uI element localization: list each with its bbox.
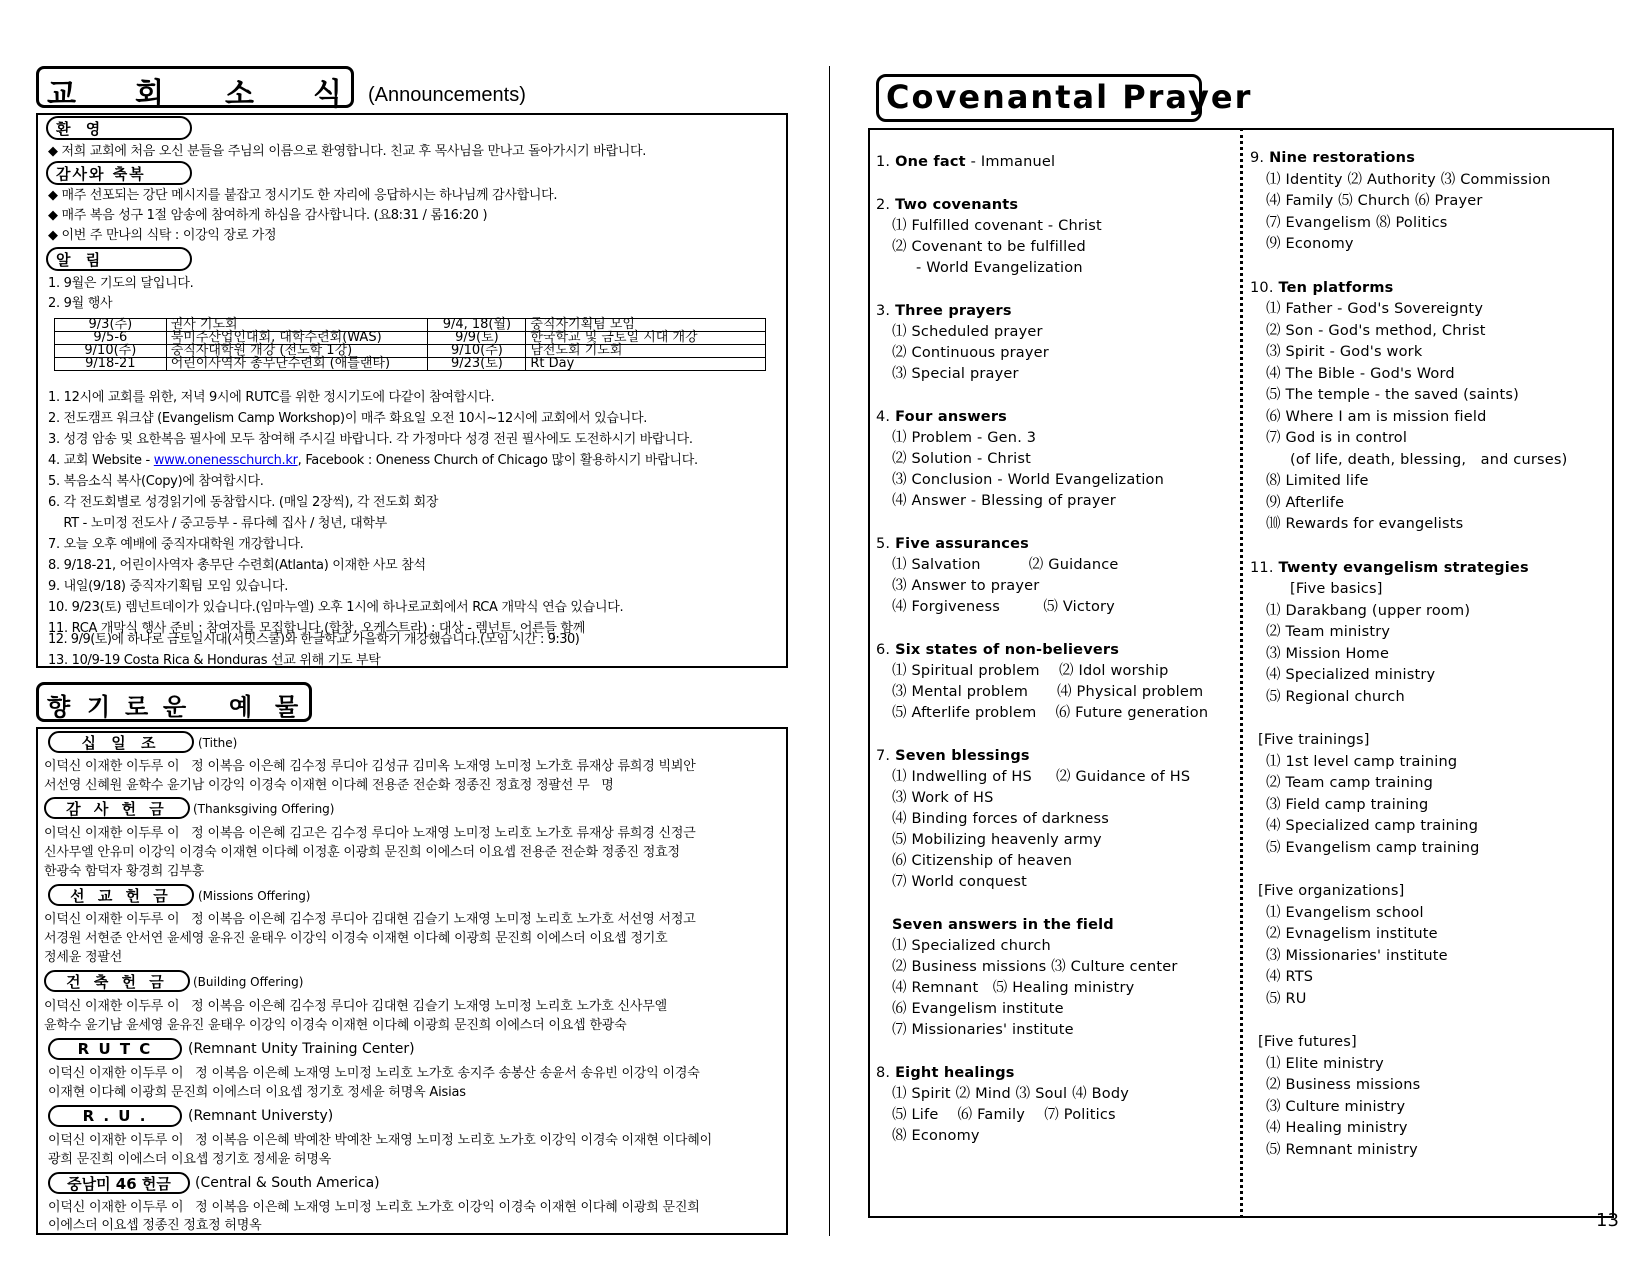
thanks-label: 감사와 축복 (46, 161, 192, 185)
prayer-section-title: Eight healings (895, 1065, 1015, 1081)
prayer-section-title: Seven blessings (895, 748, 1030, 764)
prayer-list-item: ⑴ Salvation ⑵ Guidance (892, 557, 1119, 573)
prayer-section-heading (876, 746, 1030, 766)
notice-item: 13. 10/9-19 Costa Rica & Honduras 선교 위해 기도 부탁 (48, 653, 381, 668)
notice-item: 12. 9/9(토)에 하나로 금토일시대(서밋스쿨)와 한글학교 가을학기 개강했습니다.(모임 시간 : 9:30) (48, 632, 580, 647)
prayer-section-title: Five assurances (895, 536, 1029, 552)
notice-item: 11. RCA 개막식 행사 준비 : 참여자를 모집합니다.(합창, 오케스트라) : 대상 - 렘넌트, 어른들 함께 (48, 621, 585, 636)
prayer-section-heading (876, 640, 1119, 660)
schedule-event: 중직자기획팀 모임 (526, 319, 766, 332)
missions-label: 선 교 헌 금 (48, 884, 194, 906)
notice-item: 9. 내일(9/18) 중직자기획팀 모임 있습니다. (48, 579, 289, 594)
prayer-section-heading (1258, 881, 1404, 901)
prayer-section-number: 7. (876, 748, 891, 764)
welcome-line: ◆ 저희 교회에 처음 오신 분들을 주님의 이름으로 환영합니다. 친교 후 목사님을 만나고 돌아가시기 바랍니다. (48, 144, 647, 159)
schedule-date: 9/23(토) (428, 358, 526, 371)
prayer-list-item: ⑶ Culture ministry (1266, 1098, 1406, 1115)
prayer-list-item: ⑵ Team ministry (1266, 624, 1391, 640)
table-row (55, 358, 766, 371)
notice-item: 5. 복음소식 복사(Copy)에 참여합시다. (48, 474, 264, 489)
offerings-title-char: 기 (87, 693, 111, 721)
rutc-sub: (Remnant Unity Training Center) (188, 1041, 415, 1057)
thanksgiving-label: 감 사 헌 금 (44, 797, 190, 819)
thanksgiving-names: 한광숙 함덕자 황경희 김부흥 (44, 864, 205, 879)
rutc-names: 이재현 이다혜 이광희 문진희 이에스더 이요셉 정기호 정세윤 허명옥 Aisias (48, 1085, 466, 1100)
tithe-names: 서선영 신혜원 윤학수 윤기남 이강익 이경숙 이재현 이다혜 전용준 전순화 정종진 정효정 정팔선 무 명 (44, 778, 614, 793)
prayer-section-heading (876, 195, 1018, 215)
thanksgiving-names: 이덕신 이재한 이두루 이 정 이복음 이은혜 김고은 김수정 루디아 노재영 노미정 노리호 노가호 류재상 류희경 신정근 (44, 826, 696, 841)
prayer-list-item: ⑸ Mobilizing heavenly army (892, 832, 1102, 848)
building-names: 윤학수 윤기남 윤세영 윤유진 윤태우 이강익 이경숙 이재현 이다혜 이광희 문진희 이에스더 이요셉 한광숙 (44, 1018, 627, 1033)
prayer-list-item: ⑸ Regional church (1266, 688, 1405, 705)
thanks-line: ◆ 매주 선포되는 강단 메시지를 붙잡고 정시기도 한 자리에 응답하시는 하나님께 감사합니다. (48, 188, 558, 203)
prayer-list-item: ⑵ Son - God's method, Christ (1266, 322, 1486, 339)
notice-item: 2. 전도캠프 워크샵 (Evangelism Camp Workshop)이 매주 화요일 오전 10시~12시에 교회에서 있습니다. (48, 411, 648, 426)
prayer-list-item: ⑷ RTS (1266, 969, 1314, 985)
missions-names: 정세윤 정팔선 (44, 950, 123, 965)
prayer-list-item: ⑷ Specialized camp training (1266, 818, 1479, 834)
thanks-line: ◆ 매주 복음 성구 1절 암송에 참여하게 하심을 감사합니다. (요8:31 / 롬16:20 ) (48, 208, 488, 223)
rutc-label: R U T C (48, 1038, 182, 1060)
prayer-list-item: ⑷ Binding forces of darkness (892, 811, 1110, 827)
schedule-event: 한국학교 및 금토일 시대 개강 (526, 332, 766, 345)
schedule-date: 9/5-6 (55, 332, 167, 345)
prayer-list-item: ⑻ Economy (892, 1128, 980, 1144)
tithe-names: 이덕신 이재한 이두루 이 정 이복음 이은혜 김수정 루디아 김성규 김미옥 노재영 노미정 노가호 류재상 류희경 빅뵈안 (44, 759, 696, 774)
prayer-list-item: ⑸ Remnant ministry (1266, 1141, 1418, 1158)
prayer-list-item: ⑷ Remnant ⑸ Healing ministry (892, 980, 1135, 996)
prayer-list-item: ⑺ World conquest (892, 874, 1028, 890)
offerings-title-char: 물 (275, 693, 299, 721)
prayer-list-item: ⑷ Forgiveness ⑸ Victory (892, 599, 1115, 615)
ru-names: 광희 문진희 이에스더 이요셉 정기호 정세윤 허명옥 (48, 1152, 332, 1167)
prayer-section-subtitle: - Immanuel (965, 154, 1056, 170)
schedule-event: 권사 기도회 (166, 319, 428, 332)
rutc-names: 이덕신 이재한 이두루 이 정 이복음 이은혜 노재영 노미정 노리호 노가호 송지주 송봉산 송윤서 송유빈 이강익 이경숙 (48, 1066, 700, 1081)
building-names: 이덕신 이재한 이두루 이 정 이복음 이은혜 김수정 루디아 김대현 김슬기 노재영 노미정 노리호 노가호 신사무엘 (44, 999, 667, 1014)
prayer-section-number: 2. (876, 197, 891, 213)
notice-line: 2. 9월 행사 (48, 296, 113, 311)
prayer-list-item: ⑸ Life ⑹ Family ⑺ Politics (892, 1107, 1116, 1123)
prayer-section-title: Two covenants (895, 197, 1019, 213)
prayer-section-heading (1250, 558, 1529, 578)
prayer-list-item: ⑵ Business missions ⑶ Culture center (892, 959, 1178, 975)
thanksgiving-sub: (Thanksgiving Offering) (193, 802, 335, 816)
prayer-list-item: ⑸ RU (1266, 990, 1307, 1007)
thanks-line: ◆ 이번 주 만나의 식탁 : 이강익 장로 가정 (48, 228, 277, 243)
schedule-event: 남전도회 기도회 (526, 345, 766, 358)
prayer-list-item: ⑶ Mission Home (1266, 645, 1390, 662)
schedule-date: 9/9(토) (428, 332, 526, 345)
announcements-title-char: 소 (225, 77, 254, 112)
prayer-section-title: Ten platforms (1278, 279, 1394, 296)
prayer-section-title: Seven answers in the field (892, 917, 1114, 933)
prayer-section-heading (876, 152, 1055, 172)
schedule-date: 9/10(주) (428, 345, 526, 358)
prayer-list-item: ⑸ Evangelism camp training (1266, 839, 1480, 856)
notice-label: 알 림 (46, 247, 192, 271)
prayer-section-number: 5. (876, 536, 891, 552)
prayer-list-item: ⑶ Conclusion - World Evangelization (892, 472, 1165, 488)
prayer-section-number: 6. (876, 642, 891, 658)
prayer-section-title: One fact (895, 154, 966, 170)
prayer-section-heading (876, 407, 1007, 427)
prayer-list-item: ⑴ Elite ministry (1266, 1055, 1384, 1072)
central-south-america-label: 중남미 46 헌금 (48, 1172, 190, 1194)
prayer-list-item: ⑵ Evnagelism institute (1266, 926, 1438, 942)
prayer-list-item: ⑹ Citizenship of heaven (892, 853, 1073, 869)
welcome-label: 환 영 (46, 116, 192, 140)
notice-item: 3. 성경 암송 및 요한복음 필사에 모두 참여해 주시길 바랍니다. 각 가정마다 성경 전권 필사에도 도전하시기 바랍니다. (48, 432, 693, 447)
prayer-list-item: ⑹ Where I am is mission field (1266, 408, 1487, 425)
prayer-section-heading (876, 534, 1029, 554)
notice-item: 10. 9/23(토) 렘넌트데이가 있습니다.(임마누엘) 오후 1시에 하나로교회에서 RCA 개막식 연습 있습니다. (48, 600, 624, 615)
tithe-sub: (Tithe) (198, 736, 238, 750)
prayer-list-item: ⑶ Work of HS (892, 790, 994, 806)
prayer-section-number: 11. (1250, 559, 1274, 576)
prayer-section-title: Four answers (895, 409, 1008, 425)
offerings-title-box (36, 682, 312, 722)
prayer-list-item: ⑷ The Bible - God's Word (1266, 365, 1455, 382)
notice-item: 1. 12시에 교회를 위한, 저녁 9시에 RUTC를 위한 정시기도에 다같이 참여합시다. (48, 390, 495, 405)
covenantal-prayer-title: Covenantal Prayer (886, 78, 1253, 116)
prayer-list-item: ⑻ Limited life (1266, 473, 1369, 489)
announcements-title-box (36, 66, 354, 112)
prayer-section-subtitle: [Five futures] (1258, 1034, 1357, 1050)
website-link[interactable]: www.onenesschurch.kr (153, 453, 298, 468)
notice-item: RT - 노미정 전도사 / 중고등부 - 류다혜 집사 / 청년, 대학부 (48, 516, 387, 531)
prayer-list-item: ⑵ Team camp training (1266, 775, 1434, 791)
prayer-section-heading (1250, 278, 1393, 298)
prayer-list-item: ⑸ The temple - the saved (saints) (1266, 387, 1519, 403)
prayer-list-item: ⑴ Fulfilled covenant - Christ (892, 218, 1102, 234)
prayer-section-subtitle: [Five trainings] (1258, 732, 1370, 748)
missions-names: 서경원 서현준 안서연 윤세영 윤유진 윤태우 이강익 이경숙 이재현 이다혜 이광희 문진희 이에스더 이요셉 정기호 (44, 931, 668, 946)
prayer-list-item: ⑴ Father - God's Sovereignty (1266, 301, 1484, 317)
ru-label: R . U . (48, 1105, 182, 1127)
prayer-section-heading (876, 1063, 1015, 1083)
missions-names: 이덕신 이재한 이두루 이 정 이복음 이은혜 김수정 루디아 김대현 김슬기 노재영 노미정 노리호 노가호 서선영 서정고 (44, 912, 696, 927)
table-row (55, 345, 766, 358)
prayer-list-item: ⑹ Evangelism institute (892, 1001, 1064, 1017)
prayer-list-item: ⑵ Solution - Christ (892, 451, 1031, 467)
prayer-section-title: Six states of non-believers (895, 642, 1120, 658)
ru-names: 이덕신 이재한 이두루 이 정 이복음 이은혜 박예찬 박예찬 노재영 노미정 노리호 노가호 이강익 이경숙 이재현 이다혜이 (48, 1133, 712, 1148)
schedule-table (54, 318, 766, 371)
prayer-section-number: 10. (1250, 279, 1274, 296)
prayer-section-number: 9. (1250, 150, 1265, 166)
prayer-list-item: ⑴ Spiritual problem ⑵ Idol worship (892, 663, 1169, 679)
missions-sub: (Missions Offering) (198, 889, 311, 903)
schedule-event: 어린이사역자 총무단수련회 (애틀랜타) (166, 358, 428, 371)
prayer-list-item: ⑴ Identity ⑵ Authority ⑶ Commission (1266, 171, 1551, 188)
prayer-section-subtitle: [Five organizations] (1258, 883, 1405, 899)
prayer-list-item: ⑶ Missionaries' institute (1266, 947, 1448, 964)
notice-item: 8. 9/18-21, 어린이사역자 총무단 수련회(Atlanta) 이재한 사모 참석 (48, 558, 426, 573)
prayer-list-item: ⑵ Covenant to be fulfilled (892, 239, 1086, 255)
offerings-title-char: 운 (163, 693, 187, 721)
prayer-list-item: ⑷ Healing ministry (1266, 1120, 1408, 1136)
schedule-event: 북미주산업인대회, 대학수련회(WAS) (166, 332, 428, 345)
schedule-date: 9/18-21 (55, 358, 167, 371)
page-divider (829, 66, 830, 1236)
prayer-section-number: 1. (876, 154, 891, 170)
prayer-list-item: ⑴ Scheduled prayer (892, 324, 1043, 340)
page-number: 13 (1596, 1210, 1619, 1231)
prayer-list-item: ⑴ Indwelling of HS ⑵ Guidance of HS (892, 769, 1191, 785)
prayer-section-title: Three prayers (895, 303, 1012, 319)
schedule-date: 9/10(주) (55, 345, 167, 358)
prayer-list-item: [Five basics] (1266, 581, 1383, 597)
offerings-title-char: 향 (47, 693, 71, 721)
prayer-list-item: ⑵ Continuous prayer (892, 345, 1049, 361)
prayer-section-heading (1258, 1032, 1357, 1052)
prayer-list-item: ⑽ Rewards for evangelists (1266, 516, 1464, 532)
prayer-section-number: 4. (876, 409, 891, 425)
prayer-column-divider (1240, 128, 1243, 1218)
notice-item: 7. 오늘 오후 예배에 중직자대학원 개강합니다. (48, 537, 304, 552)
prayer-list-item: ⑴ Evangelism school (1266, 904, 1424, 921)
prayer-section-heading (1258, 730, 1370, 750)
prayer-section-heading (1250, 148, 1415, 168)
prayer-list-item: ⑼ Economy (1266, 236, 1354, 252)
prayer-list-item: ⑴ 1st level camp training (1266, 753, 1458, 770)
announcements-title-char: 식 (313, 77, 342, 112)
prayer-list-item: ⑶ Mental problem ⑷ Physical problem (892, 684, 1204, 700)
prayer-section-number: 3. (876, 303, 891, 319)
prayer-list-item: ⑺ Missionaries' institute (892, 1022, 1074, 1038)
prayer-list-item: ⑺ Evangelism ⑻ Politics (1266, 214, 1448, 231)
prayer-list-item: ⑶ Spirit - God's work (1266, 344, 1423, 360)
schedule-date: 9/3(주) (55, 319, 167, 332)
thanksgiving-names: 신사무엘 안유미 이강익 이경숙 이재현 이다혜 이정훈 이광희 문진희 이에스더 이요셉 전용준 전순화 정종진 정효정 (44, 845, 680, 860)
building-sub: (Building Offering) (193, 975, 304, 989)
prayer-list-item: ⑴ Specialized church (892, 938, 1051, 954)
notice-item-website-rest: , Facebook : Oneness Church of Chicago 많이 활용하시기 바랍니다. (297, 453, 698, 468)
prayer-section-heading (892, 915, 1114, 935)
central-south-america-sub: (Central & South America) (195, 1175, 380, 1191)
announcements-title-en: (Announcements) (368, 84, 526, 106)
central-south-america-names: 이덕신 이재한 이두루 이 정 이복음 이은혜 노재영 노미정 노리호 노가호 이강익 이경숙 이재현 이다혜 이광희 문진희 (48, 1200, 700, 1215)
prayer-section-title: Twenty evangelism strategies (1278, 559, 1529, 576)
announcements-title-char: 회 (135, 77, 164, 112)
prayer-list-item: ⑴ Darakbang (upper room) (1266, 602, 1471, 619)
notice-line: 1. 9월은 기도의 달입니다. (48, 276, 194, 291)
prayer-list-item: ⑼ Afterlife (1266, 494, 1345, 511)
prayer-list-item: ⑷ Answer - Blessing of prayer (892, 493, 1116, 509)
prayer-list-item: - World Evangelization (892, 260, 1083, 276)
prayer-list-item: ⑶ Special prayer (892, 366, 1019, 382)
notice-item-website-prefix: 4. 교회 Website - (48, 453, 154, 468)
schedule-date: 9/4, 18(월) (428, 319, 526, 332)
prayer-list-item: ⑶ Field camp training (1266, 796, 1429, 813)
prayer-list-item: ⑷ Specialized ministry (1266, 667, 1436, 683)
prayer-list-item: ⑸ Afterlife problem ⑹ Future generation (892, 705, 1209, 721)
announcements-title-char: 교 (47, 77, 76, 112)
ru-sub: (Remnant Universty) (188, 1108, 334, 1124)
prayer-list-item: ⑴ Spirit ⑵ Mind ⑶ Soul ⑷ Body (892, 1086, 1130, 1102)
prayer-list-item: ⑺ God is in control (1266, 430, 1408, 446)
prayer-list-item: ⑶ Answer to prayer (892, 578, 1040, 594)
prayer-list-item: (of life, death, blessing, and curses) (1266, 451, 1568, 468)
prayer-list-item: ⑴ Problem - Gen. 3 (892, 430, 1037, 446)
offerings-title-char: 로 (125, 693, 149, 721)
prayer-section-title: Nine restorations (1269, 150, 1416, 166)
offerings-title-char: 예 (229, 693, 253, 721)
building-label: 건 축 헌 금 (44, 970, 190, 992)
central-south-america-names: 이에스더 이요셉 정종진 정효정 허명옥 (48, 1218, 262, 1233)
prayer-section-heading (876, 301, 1012, 321)
notice-item: 6. 각 전도회별로 성경읽기에 동참합시다. (매일 2장씩), 각 전도회 회장 (48, 495, 439, 510)
schedule-event: 중직자대학원 개강 (전도학 1강) (166, 345, 428, 358)
prayer-section-number: 8. (876, 1065, 891, 1081)
prayer-list-item: ⑵ Business missions (1266, 1077, 1421, 1093)
tithe-label: 십 일 조 (48, 731, 194, 753)
schedule-event: Rt Day (526, 358, 766, 371)
table-row (55, 332, 766, 345)
prayer-list-item: ⑷ Family ⑸ Church ⑹ Prayer (1266, 193, 1483, 209)
notice-item-website (48, 451, 698, 471)
